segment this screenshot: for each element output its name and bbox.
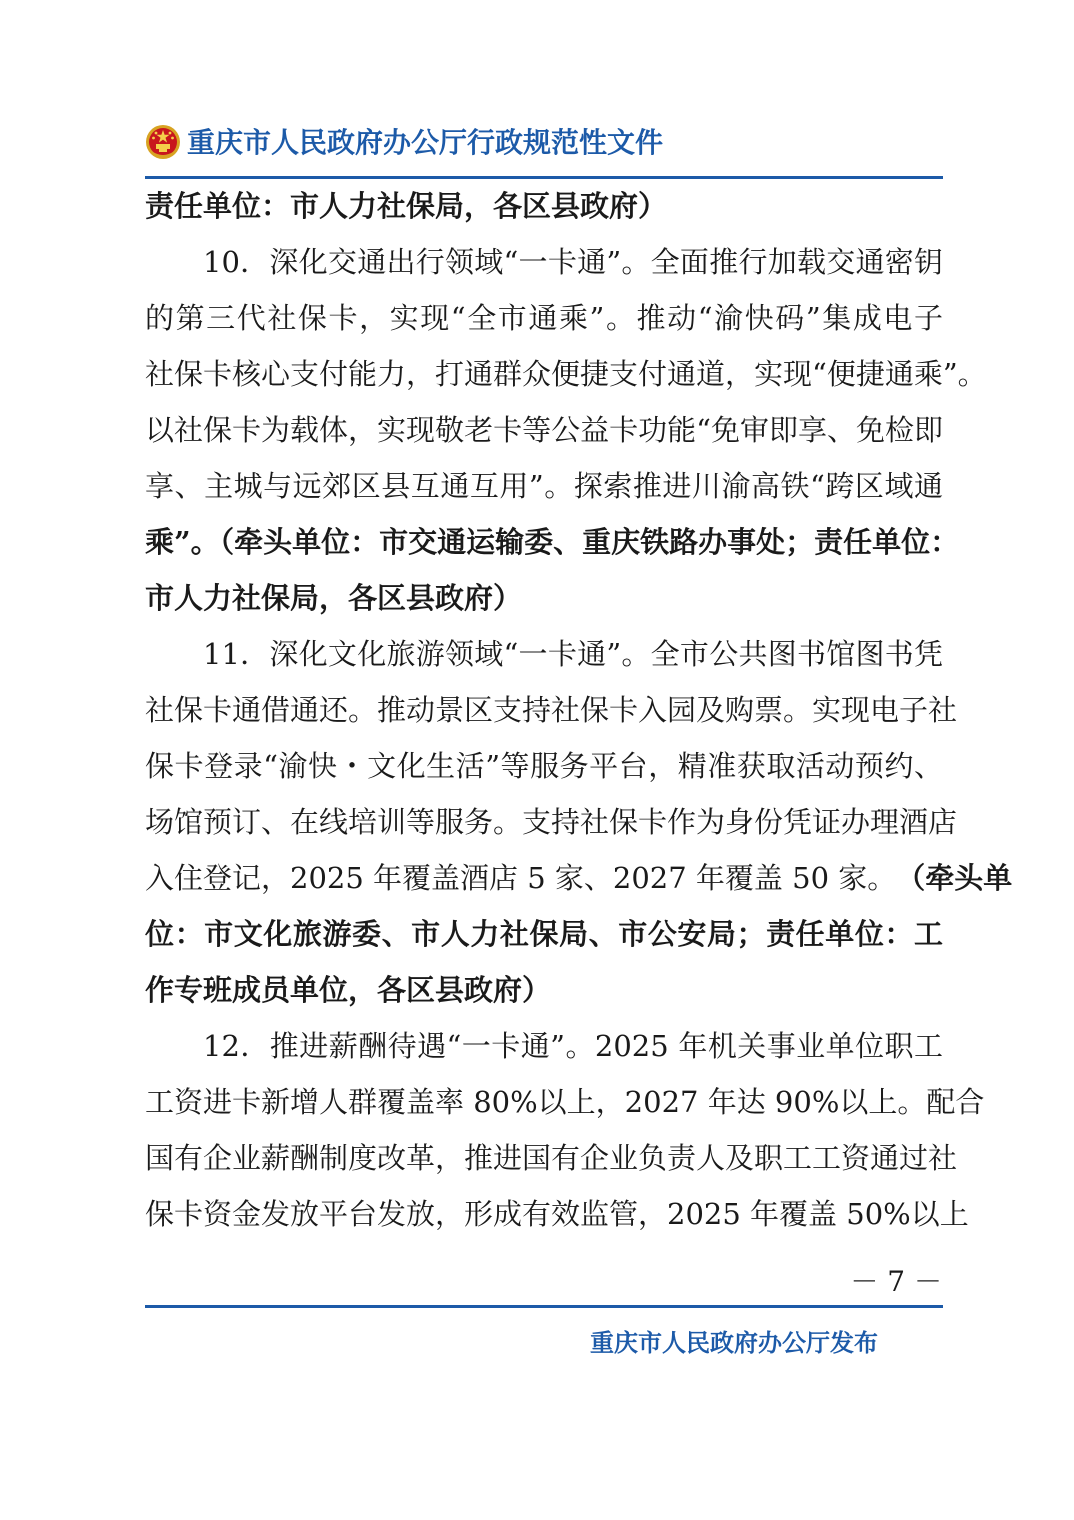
body-line: 12．推进薪酬待遇“一卡通”。2025 年机关事业单位职工: [203, 1029, 943, 1063]
body-line: 作专班成员单位，各区县政府）: [145, 973, 552, 1007]
body-line: 场馆预订、在线培训等服务。支持社保卡作为身份凭证办理酒店: [145, 805, 958, 839]
national-emblem-icon: [145, 124, 181, 160]
body-line: 责任单位：市人力社保局，各区县政府）: [145, 189, 668, 223]
body-line: 保卡登录“渝快・文化生活”等服务平台，精准获取活动预约、: [145, 749, 943, 783]
body-line: 保卡资金发放平台发放，形成有效监管，2025 年覆盖 50%以上: [145, 1197, 969, 1231]
body-line: 11．深化文化旅游领域“一卡通”。全市公共图书馆图书凭: [203, 637, 943, 671]
body-line: 以社保卡为载体，实现敬老卡等公益卡功能“免审即享、免检即: [145, 413, 943, 447]
body-line: 社保卡通借通还。推动景区支持社保卡入园及购票。实现电子社: [145, 693, 958, 727]
body-line: [145, 850, 1013, 906]
body-line: 的第三代社保卡，实现“全市通乘”。推动“渝快码”集成电子: [145, 301, 943, 335]
document-header: [145, 118, 943, 176]
body-line: 国有企业薪酬制度改革，推进国有企业负责人及职工工资通过社: [145, 1141, 958, 1175]
body-line: 享、主城与远郊区县互通互用”。探索推进川渝高铁“跨区域通: [145, 469, 943, 503]
body-line: 市人力社保局，各区县政府）: [145, 581, 523, 615]
footer-publisher: 重庆市人民政府办公厅发布: [590, 1329, 878, 1357]
document-body: [145, 178, 1013, 1242]
page-number: － 7 －: [850, 1265, 942, 1298]
body-line: 乘”。（牵头单位：市交通运输委、重庆铁路办事处；责任单位：: [145, 525, 960, 559]
body-line: 社保卡核心支付能力，打通群众便捷支付通道，实现“便捷通乘”。: [145, 357, 987, 391]
body-line: 10．深化交通出行领域“一卡通”。全面推行加载交通密钥: [203, 245, 943, 279]
body-line-text: （牵头单: [896, 861, 1013, 895]
body-line: 工资进卡新增人群覆盖率 80%以上，2027 年达 90%以上。配合: [145, 1085, 985, 1119]
header-title: 重庆市人民政府办公厅行政规范性文件: [187, 126, 664, 159]
body-line-text: 入住登记，2025 年覆盖酒店 5 家、2027 年覆盖 50 家。: [145, 861, 897, 895]
footer-divider: [145, 1305, 943, 1308]
body-line: 位：市文化旅游委、市人力社保局、市公安局；责任单位：工: [145, 917, 943, 951]
